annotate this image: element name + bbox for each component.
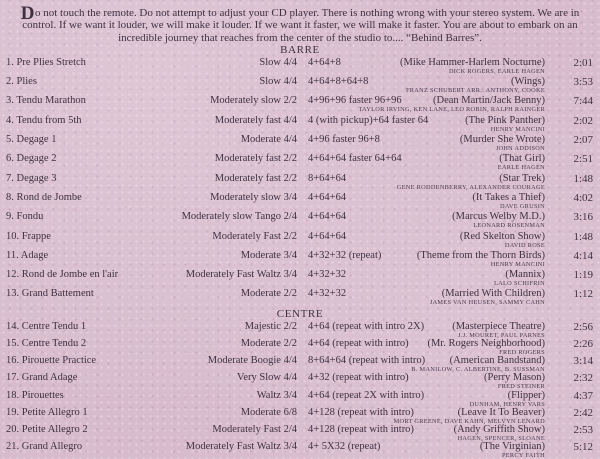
track-number: 21. [6, 441, 20, 453]
track-row [5, 355, 595, 372]
show-cell [498, 153, 545, 171]
track-number: 14. [6, 320, 20, 332]
composers: DAVID ROSE [504, 241, 545, 249]
track-list [5, 44, 595, 458]
track-name-cell [6, 192, 82, 204]
track-tempo: Moderate 2/2 [240, 288, 297, 300]
section-rows [5, 321, 595, 459]
track-counts: 4+128 (repeat with intro) [308, 423, 414, 435]
track-tempo: Moderate 3/4 [240, 249, 297, 261]
track-number: 7. [6, 172, 14, 184]
track-counts: 4+64+64 faster 64+64 [308, 153, 402, 165]
track-row [5, 321, 595, 338]
track-tempo: Moderately slow 2/2 [210, 95, 297, 107]
track-counts: 4+64+64 [308, 191, 347, 203]
track-tempo: Very Slow 4/4 [236, 372, 297, 384]
duration: 3:53 [573, 76, 593, 89]
intro-dropcap: D [20, 3, 35, 24]
track-title: Grand Battement [21, 288, 94, 300]
show-name: (Red Skelton Show) [459, 230, 545, 242]
track-name-cell [6, 355, 96, 367]
show-name: (Flipper) [507, 389, 545, 401]
composers: GENE RODDENBERRY, ALEXANDER COURAGE [396, 183, 545, 191]
duration: 2:01 [573, 56, 593, 69]
duration: 1:48 [573, 230, 593, 243]
track-tempo: Moderate Boogie 4/4 [207, 355, 297, 367]
track-row [5, 173, 595, 192]
track-counts: 4+32+32 [308, 269, 347, 281]
track-tempo: Majestic 2/2 [244, 320, 297, 332]
show-cell [460, 231, 545, 249]
track-row [5, 211, 595, 230]
track-name-cell [6, 441, 82, 453]
show-name: (Marcus Welby M.D.) [452, 211, 545, 223]
show-name: (Andy Griffith Show) [453, 423, 545, 435]
track-counts: 4 (with pickup)+64 faster 64 [308, 114, 429, 126]
duration: 5:12 [573, 441, 593, 454]
track-row [5, 134, 595, 153]
show-cell [452, 211, 545, 229]
composers: PERCY FAITH [501, 452, 545, 459]
show-cell [411, 355, 545, 373]
track-row [5, 407, 595, 424]
track-number: 8. [6, 191, 14, 203]
section-barre [5, 44, 595, 308]
duration: 2:02 [573, 114, 593, 127]
composers: HAGEN, SPENCER, SLOANE [457, 434, 545, 442]
composers: MORT GREENE, DAVE KAHN, MELVYN LENARD [393, 417, 545, 425]
show-cell [460, 134, 545, 152]
composers: FRED STEINER [497, 383, 545, 391]
track-row [5, 192, 595, 211]
track-number: 2. [6, 76, 14, 88]
section-title: CENTRE [276, 307, 324, 320]
track-row [5, 424, 595, 441]
show-cell [394, 407, 545, 425]
track-number: 1. [6, 56, 14, 68]
composers: LALO SCHIFRIN [494, 280, 545, 288]
duration: 2:32 [573, 372, 593, 385]
duration: 1:19 [573, 269, 593, 282]
show-cell [430, 288, 545, 306]
track-row [5, 76, 595, 95]
show-cell [452, 321, 545, 339]
track-tempo: Moderately Fast 2/2 [212, 230, 297, 242]
track-number: 10. [6, 230, 20, 242]
show-cell [470, 390, 545, 408]
track-title: Grand Allegro [21, 441, 83, 453]
show-cell [472, 192, 545, 210]
show-name: (Leave It To Beaver) [457, 406, 545, 418]
track-number: 19. [6, 406, 20, 418]
track-tempo: Moderately Fast Waltz 3/4 [185, 441, 297, 453]
track-title: Rond de Jombe [16, 191, 82, 203]
track-name-cell [6, 288, 94, 300]
track-name-cell [6, 321, 86, 333]
track-number: 4. [6, 114, 14, 126]
composers: LEONARD ROSENMAN [473, 222, 545, 230]
composers: EARLE HAGEN [497, 164, 545, 172]
show-cell [494, 269, 545, 287]
track-name-cell [6, 211, 43, 223]
composers: JAMES VAN HEUSEN, SAMMY CAHN [429, 299, 545, 307]
track-title: Petite Allegro 2 [21, 423, 88, 435]
track-name-cell [6, 95, 86, 107]
show-name: (It Takes a Thief) [472, 191, 545, 203]
show-cell [400, 57, 545, 75]
show-name: (The Virginian) [479, 441, 545, 453]
track-counts: 4+96 faster 96+8 [308, 134, 380, 146]
show-name: (Married With Children) [441, 288, 545, 300]
show-name: (American Bandstand) [449, 355, 545, 367]
show-cell [417, 250, 545, 268]
show-cell [454, 424, 545, 442]
track-counts: 8+64+64 (repeat with intro) [308, 355, 426, 367]
track-counts: 4+128 (repeat with intro) [308, 406, 414, 418]
track-tempo: Waltz 3/4 [256, 389, 297, 401]
track-name-cell [6, 372, 77, 384]
track-number: 16. [6, 355, 20, 367]
section-centre [5, 308, 595, 459]
composers: HENRY MANCINI [490, 260, 545, 268]
track-name-cell [6, 115, 81, 127]
show-name: (Theme from the Thorn Birds) [416, 249, 545, 261]
composers: DUNHAM, HENRY VARS [469, 400, 545, 408]
track-number: 5. [6, 134, 14, 146]
show-name: (Mr. Rogers Neighborhood) [427, 337, 545, 349]
track-title: Adage [20, 249, 49, 261]
track-name-cell [6, 231, 51, 243]
show-cell [484, 372, 545, 390]
track-title: Tendu Marathon [16, 95, 86, 107]
track-number: 3. [6, 95, 14, 107]
duration: 4:14 [573, 249, 593, 262]
track-counts: 4+32+32 (repeat) [308, 249, 382, 261]
show-name: (Dean Martin/Jack Benny) [433, 95, 545, 107]
track-name-cell [6, 173, 56, 185]
track-row [5, 57, 595, 76]
duration: 2:42 [573, 406, 593, 419]
show-cell [465, 115, 545, 133]
show-cell [406, 76, 545, 94]
show-name: (Mike Hammer-Harlem Nocturne) [400, 56, 545, 68]
track-title: Pre Plies Stretch [16, 56, 86, 68]
section-title: BARRE [280, 43, 320, 56]
show-name: (Perry Mason) [484, 372, 545, 384]
track-row [5, 441, 595, 458]
track-name-cell [6, 407, 88, 419]
show-cell [427, 338, 545, 356]
track-number: 17. [6, 372, 20, 384]
track-row [5, 390, 595, 407]
track-counts: 8+64+64 [308, 172, 347, 184]
composers: B. MANILOW, C. ALBERTINE, B. SUSSMAN [411, 366, 545, 374]
track-counts: 4+64 (repeat 2X with intro) [308, 389, 425, 401]
track-row [5, 288, 595, 307]
show-cell [480, 441, 545, 459]
composers: FRANZ SCHUBERT ARR.: ANTHONY, COOKE [406, 87, 545, 95]
track-name-cell [6, 269, 118, 281]
track-name-cell [6, 390, 64, 402]
duration: 3:16 [573, 211, 593, 224]
track-row [5, 250, 595, 269]
track-tempo: Slow 4/4 [259, 76, 297, 88]
show-name: (Star Trek) [499, 172, 545, 184]
track-tempo: Moderately fast 2/2 [214, 153, 297, 165]
track-name-cell [6, 57, 86, 69]
track-tempo: Moderately fast 2/2 [214, 172, 297, 184]
composers: J.J. MOURET, PAUL PARNES [458, 331, 545, 339]
duration: 2:07 [573, 134, 593, 147]
track-tempo: Moderately Fast 2/4 [212, 423, 297, 435]
track-tempo: Moderate 6/8 [240, 406, 297, 418]
track-counts: 4+64+8 [308, 56, 341, 68]
track-title: Fondu [16, 211, 44, 223]
duration: 2:53 [573, 423, 593, 436]
track-tempo: Moderately slow Tango 2/4 [181, 211, 297, 223]
track-name-cell [6, 338, 86, 350]
duration: 4:02 [573, 191, 593, 204]
track-title: Plies [16, 76, 37, 88]
track-counts: 4+64 (repeat with intro) [308, 337, 409, 349]
track-row [5, 338, 595, 355]
track-counts: 4+ 5X32 (repeat) [308, 441, 381, 453]
track-tempo: Moderately fast 4/4 [214, 114, 297, 126]
track-title: Pirouette Practice [21, 355, 97, 367]
track-number: 20. [6, 423, 20, 435]
track-title: Centre Tendu 2 [21, 337, 87, 349]
track-tempo: Slow 4/4 [259, 56, 297, 68]
track-number: 9. [6, 211, 14, 223]
composers: FRED ROGERS [499, 348, 545, 356]
track-tempo: Moderate 4/4 [240, 134, 297, 146]
composers: HENRY MANCINI [490, 125, 545, 133]
track-title: Petite Allegro 1 [21, 406, 88, 418]
intro-text: o not touch the remote. Do not attempt to adjust your CD player. There is nothing wrong with your stereo system. We are in control. If we want it louder, we will make it louder. If we want it faster, we will make it faster. You are about to embark on an incredible journey that reaches from the center of the studio to.... “Behind Barres”. [22, 7, 580, 44]
duration: 1:48 [573, 172, 593, 185]
track-tempo: Moderate 2/2 [240, 337, 297, 349]
show-name: (Masterpiece Theatre) [452, 320, 545, 332]
track-title: Rond de Jombe en l'air [21, 269, 119, 281]
track-number: 13. [6, 288, 20, 300]
track-tempo: Moderately Fast Waltz 3/4 [185, 269, 297, 281]
show-cell [397, 173, 545, 191]
composers: JOHN ADDISON [495, 145, 545, 153]
show-name: (Wings) [511, 76, 545, 88]
show-name: (Murder She Wrote) [459, 134, 545, 146]
track-number: 18. [6, 389, 20, 401]
duration: 2:56 [573, 320, 593, 333]
track-number: 11. [6, 249, 19, 261]
track-row [5, 153, 595, 172]
track-title: Degage 2 [16, 153, 57, 165]
track-name-cell [6, 134, 56, 146]
duration: 3:14 [573, 355, 593, 368]
track-title: Centre Tendu 1 [21, 320, 87, 332]
duration: 1:12 [573, 288, 593, 301]
track-name-cell [6, 250, 48, 262]
intro-paragraph [13, 3, 587, 44]
show-name: (Mannix) [505, 269, 545, 281]
duration: 4:37 [573, 389, 593, 402]
track-row [5, 269, 595, 288]
show-name: (The Pink Panther) [465, 114, 545, 126]
track-counts: 4+32 (repeat with intro) [308, 372, 409, 384]
track-name-cell [6, 76, 37, 88]
show-name: (That Girl) [499, 153, 545, 165]
show-cell [358, 95, 545, 113]
track-number: 6. [6, 153, 14, 165]
track-tempo: Moderately slow 3/4 [210, 191, 297, 203]
duration: 7:44 [573, 95, 593, 108]
track-name-cell [6, 153, 56, 165]
track-counts: 4+64 (repeat with intro 2X) [308, 320, 425, 332]
track-counts: 4+96+96 faster 96+96 [308, 95, 402, 107]
track-counts: 4+64+8+64+8 [308, 76, 369, 88]
track-row [5, 372, 595, 389]
track-title: Frappe [21, 230, 51, 242]
track-name-cell [6, 424, 88, 436]
track-counts: 4+32+32 [308, 288, 347, 300]
section-rows [5, 57, 595, 308]
track-title: Degage 1 [16, 134, 57, 146]
composers: TAYLOR IRVING, KEN LANE, LEO ROBIN, RALPH RAINGER [358, 106, 545, 114]
track-row [5, 95, 595, 114]
track-title: Degage 3 [16, 172, 57, 184]
track-counts: 4+64+64 [308, 230, 347, 242]
track-title: Grand Adage [21, 372, 78, 384]
track-number: 15. [6, 337, 20, 349]
track-title: Tendu from 5th [16, 114, 82, 126]
duration: 2:51 [573, 153, 593, 166]
composers: DAVE GRUSIN [500, 202, 545, 210]
track-row [5, 115, 595, 134]
duration: 2:26 [573, 337, 593, 350]
composers: DICK ROGERS, EARLE HAGEN [448, 67, 545, 75]
track-number: 12. [6, 269, 20, 281]
track-title: Pirouettes [21, 389, 64, 401]
track-row [5, 231, 595, 250]
track-counts: 4+64+64 [308, 211, 347, 223]
